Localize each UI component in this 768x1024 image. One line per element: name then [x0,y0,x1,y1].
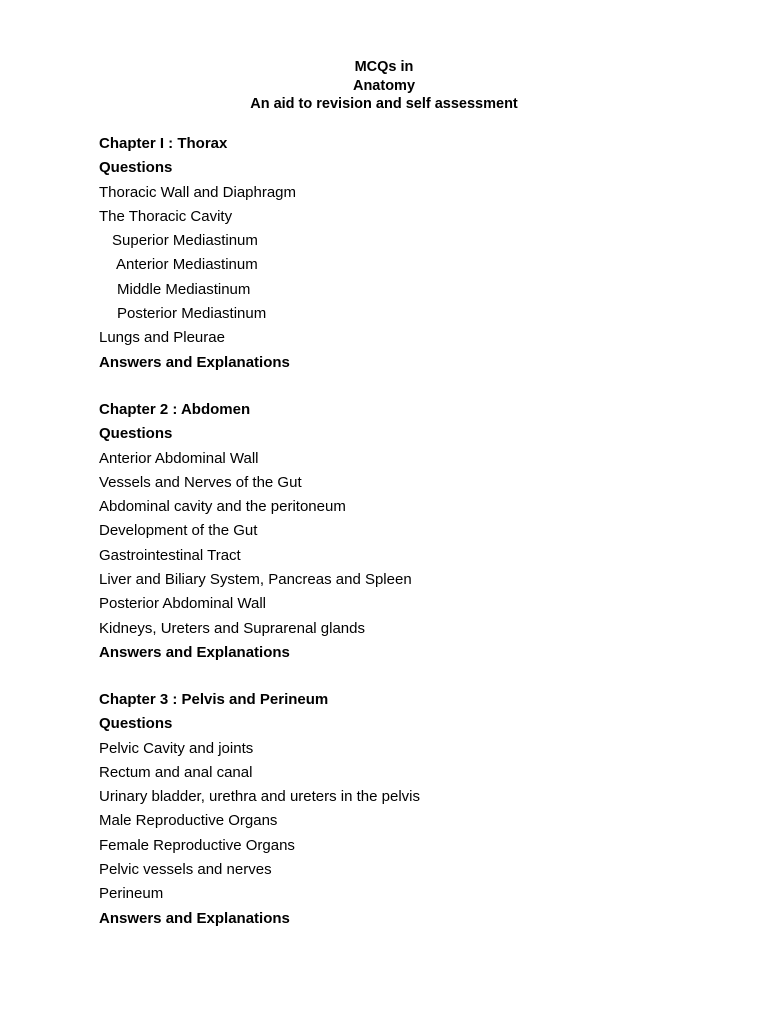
toc-subitem: Middle Mediastinum [117,280,251,298]
toc-item: Kidneys, Ureters and Suprarenal glands [99,619,365,637]
chapter-2-answers-label: Answers and Explanations [99,643,290,661]
chapter-1-questions-label: Questions [99,159,173,177]
toc-item: Lungs and Pleurae [99,329,225,347]
toc-item: Pelvic Cavity and joints [99,739,254,757]
toc-item: Liver and Biliary System, Pancreas and Spleen [99,571,412,589]
toc-item: Rectum and anal canal [99,763,253,781]
toc-item: Thoracic Wall and Diaphragm [99,183,297,201]
chapter-2-questions-label: Questions [99,425,173,443]
toc-item: Perineum [99,885,164,903]
toc-subitem: Anterior Mediastinum [116,256,258,274]
title-line-3: An aid to revision and self assessment [250,96,518,112]
toc-item: Male Reproductive Organs [99,812,278,830]
toc-item: Anterior Abdominal Wall [99,449,259,467]
toc-item: Posterior Abdominal Wall [99,595,267,613]
toc-item: The Thoracic Cavity [99,207,233,225]
chapter-2-heading: Chapter 2 : Abdomen [99,401,251,418]
chapter-3-questions-label: Questions [99,715,173,733]
chapter-3-heading: Chapter 3 : Pelvis and Perineum [99,691,329,708]
chapter-1-section [99,132,699,375]
toc-item: Urinary bladder, urethra and ureters in the pelvis [99,788,421,806]
chapter-2-section [99,398,699,665]
toc-item: Pelvic vessels and nerves [99,861,272,879]
chapter-3-section [99,688,699,931]
document-title [0,58,768,114]
toc-item: Vessels and Nerves of the Gut [99,473,302,491]
title-line-1: MCQs in [354,59,414,75]
title-line-2: Anatomy [352,77,416,94]
chapter-3-answers-label: Answers and Explanations [99,909,290,927]
toc-item: Development of the Gut [99,522,258,540]
toc-subitem: Superior Mediastinum [112,232,258,250]
toc-item: Female Reproductive Organs [99,836,295,854]
toc-item: Abdominal cavity and the peritoneum [99,498,346,516]
toc-subitem: Posterior Mediastinum [117,305,267,323]
chapter-1-answers-label: Answers and Explanations [99,353,290,371]
chapter-1-heading: Chapter I : Thorax [99,135,228,152]
toc-item: Gastrointestinal Tract [99,546,241,564]
